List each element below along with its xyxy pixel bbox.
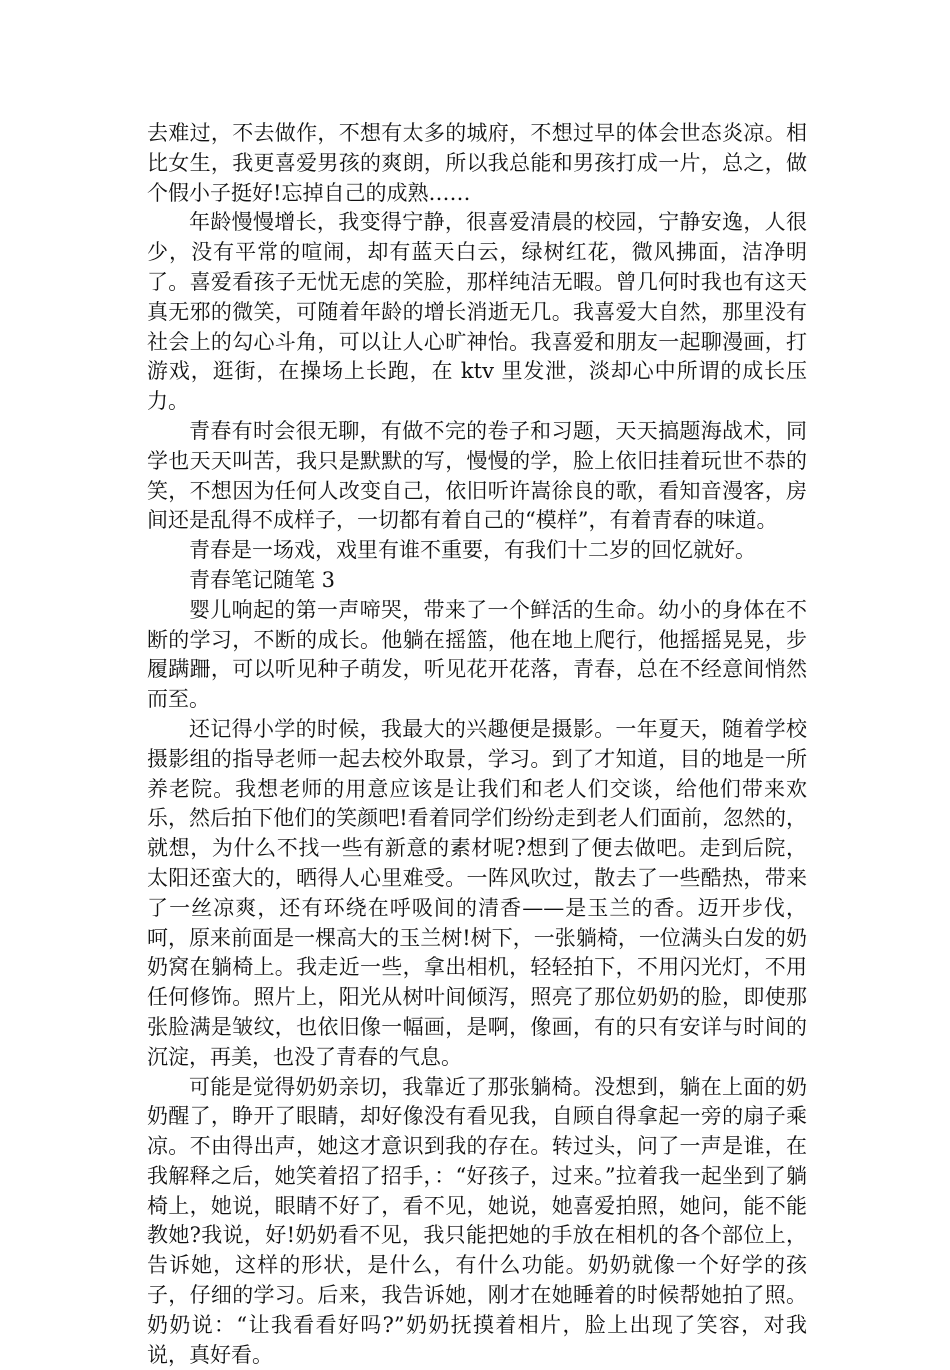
- paragraph-growing-up: 年龄慢慢增长，我变得宁静，很喜爱清晨的校园，宁静安逸，人很少，没有平常的喧闹，却有蓝天白云，绿树红花，微风拂面，洁净明了。喜爱看孩子无忧无虑的笑脸，那样纯洁无暇。曾几何时我也有这天真无邪的微笑，可随着年龄的增长消逝无几。我喜爱大自然，那里没有社会上的勾心斗角，可以让人心旷神怡。我喜爱和朋友一起聊漫画，打游戏，逛街，在操场上长跑，在 ktv 里发泄，淡却心中所谓的成长压力。: [147, 208, 807, 417]
- paragraph-infant: 婴儿响起的第一声啼哭，带来了一个鲜活的生命。幼小的身体在不断的学习，不断的成长。他躺在摇篮，他在地上爬行，他摇摇晃晃，步履蹒跚，可以听见种子萌发，听见花开花落，青春，总在不经意间悄然而至。: [147, 596, 807, 715]
- paragraph-continuation: 去难过，不去做作，不想有太多的城府，不想过早的体会世态炎凉。相比女生，我更喜爱男孩的爽朗，所以我总能和男孩打成一片，总之，做个假小子挺好!忘掉自己的成熟……: [147, 119, 807, 208]
- paragraph-photography: 还记得小学的时候，我最大的兴趣便是摄影。一年夏天，随着学校摄影组的指导老师一起去校外取景，学习。到了才知道，目的地是一所养老院。我想老师的用意应该是让我们和老人们交谈，给他们带来欢乐，然后拍下他们的笑颜吧!看着同学们纷纷走到老人们面前，忽然的，就想，为什么不找一些有新意的素材呢?想到了便去做吧。走到后院，太阳还蛮大的，晒得人心里难受。一阵风吹过，散去了一些酷热，带来了一丝凉爽，还有环绕在呼吸间的清香——是玉兰的香。迈开步伐，呵，原来前面是一棵高大的玉兰树!树下，一张躺椅，一位满头白发的奶奶窝在躺椅上。我走近一些，拿出相机，轻轻拍下，不用闪光灯，不用任何修饰。照片上，阳光从树叶间倾泻，照亮了那位奶奶的脸，即使那张脸满是皱纹，也依旧像一幅画，是啊，像画，有的只有安详与时间的沉淀，再美，也没了青春的气息。: [147, 715, 807, 1073]
- paragraph-grandma: 可能是觉得奶奶亲切，我靠近了那张躺椅。没想到，躺在上面的奶奶醒了，睁开了眼睛，却好像没有看见我，自顾自得拿起一旁的扇子乘凉。不由得出声，她这才意识到我的存在。转过头，问了一声是谁，在我解释之后，她笑着招了招手，：“好孩子，过来。”拉着我一起坐到了躺椅上，她说，眼睛不好了，看不见，她说，她喜爱拍照，她问，能不能教她?我说，好!奶奶看不见，我只能把她的手放在相机的各个部位上，告诉她，这样的形状，是什么，有什么功能。奶奶就像一个好学的孩子，仔细的学习。后来，我告诉她，刚才在她睡着的时候帮她拍了照。奶奶说：“让我看看好吗?”奶奶抚摸着相片，脸上出现了笑容，对我说，真好看。: [147, 1073, 807, 1370]
- paragraph-youth-play: 青春是一场戏，戏里有谁不重要，有我们十二岁的回忆就好。: [147, 536, 807, 566]
- section-heading: 青春笔记随笔 3: [147, 566, 807, 596]
- document-body: [147, 119, 807, 1370]
- paragraph-boredom: 青春有时会很无聊，有做不完的卷子和习题，天天搞题海战术，同学也天天叫苦，我只是默默的写，慢慢的学，脸上依旧挂着玩世不恭的笑，不想因为任何人改变自己，依旧听许嵩徐良的歌，看知音漫客，房间还是乱得不成样子，一切都有着自己的“模样”，有着青春的味道。: [147, 417, 807, 536]
